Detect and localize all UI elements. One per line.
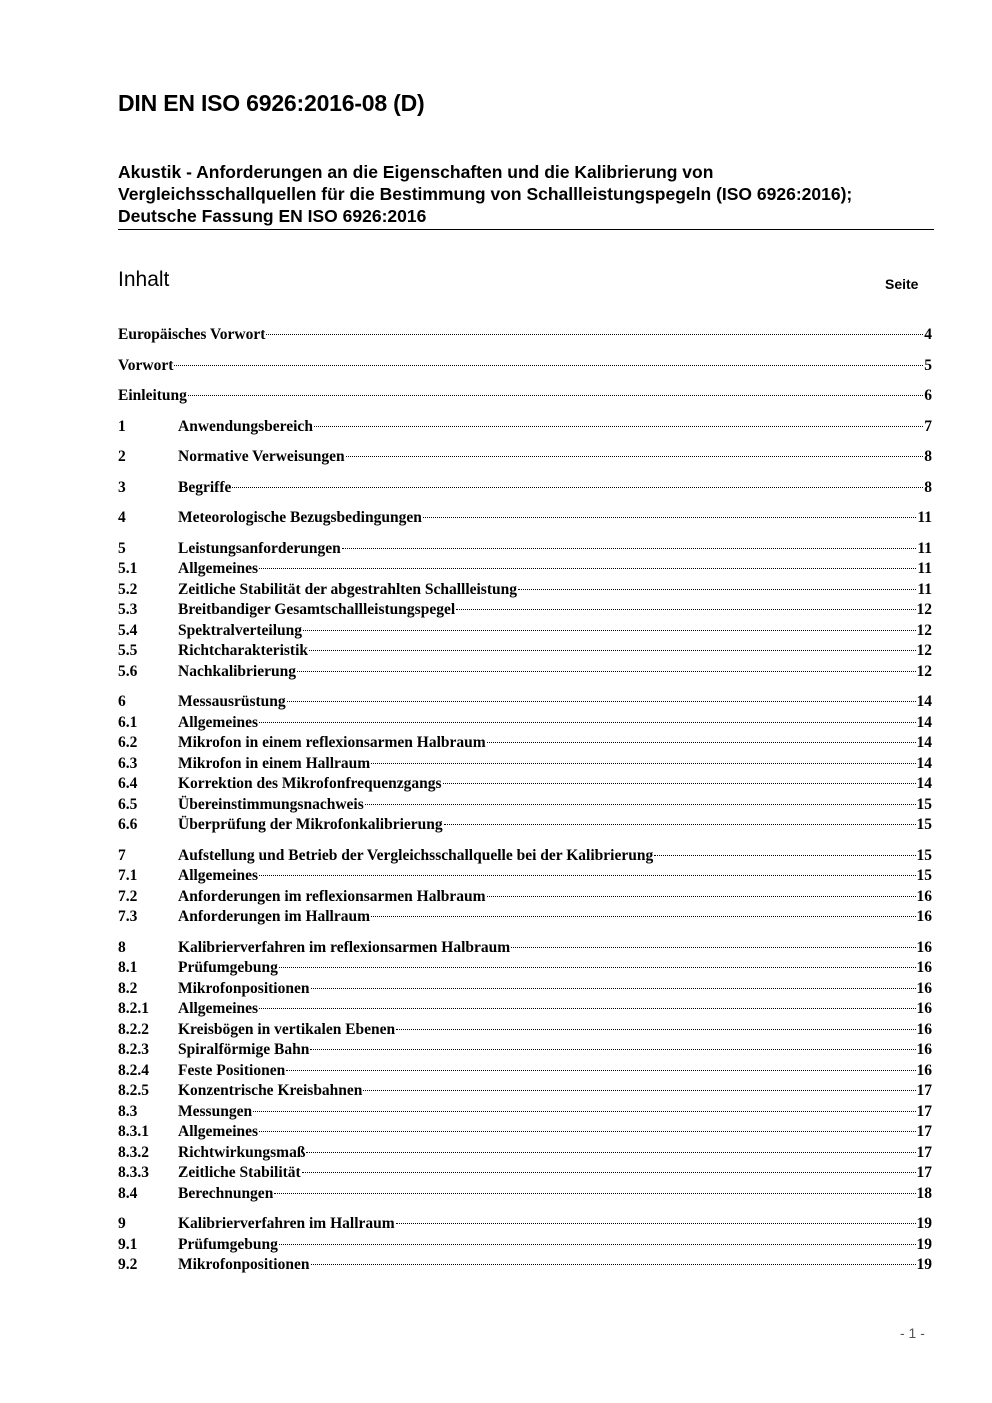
toc-entry-number: 7.2 (118, 887, 138, 905)
document-title: DIN EN ISO 6926:2016-08 (D) (118, 90, 425, 116)
toc-leader-dots (346, 456, 924, 457)
toc-entry-number: 8 (118, 938, 126, 956)
toc-entry-number: 8.3.3 (118, 1164, 149, 1181)
toc-entry[interactable] (118, 1020, 932, 1041)
toc-leader-dots (259, 1131, 915, 1132)
toc-entry-page: 12 (916, 662, 932, 680)
toc-entry[interactable] (118, 713, 932, 734)
toc-leader-dots (456, 609, 915, 610)
toc-leader-dots (287, 701, 916, 702)
toc-leader-dots (306, 1152, 915, 1153)
toc-entry[interactable] (118, 979, 932, 1000)
toc-entry-page: 11 (917, 509, 932, 526)
toc-entry-title: Allgemeines (178, 1123, 259, 1140)
toc-entry-number: 6 (118, 693, 126, 710)
toc-entry-title: Nachkalibrierung (178, 662, 296, 680)
toc-entry-number: 9 (118, 1215, 126, 1232)
toc-entry-title: Kalibrierverfahren im Hallraum (178, 1215, 395, 1232)
toc-leader-dots (188, 395, 923, 396)
toc-entry-page: 16 (916, 1000, 932, 1017)
toc-entry-number: 8.2.3 (118, 1041, 149, 1058)
toc-entry-title: Korrektion des Mikrofonfrequenzgangs (178, 775, 442, 792)
toc-entry-number: 5.5 (118, 642, 138, 659)
toc-leader-dots (487, 896, 916, 897)
toc-entry-page: 14 (916, 693, 932, 710)
toc-entry-number: 8.4 (118, 1184, 138, 1202)
toc-entry-title: Mikrofon in einem reflexionsarmen Halbraum (178, 734, 486, 751)
toc-entry-number: 8.2.4 (118, 1061, 149, 1079)
toc-entry-title: Leistungsanforderungen (178, 539, 341, 557)
toc-entry-title: Allgemeines (178, 713, 259, 731)
toc-leader-dots (286, 1070, 915, 1071)
toc-entry-number: 7.1 (118, 867, 138, 884)
toc-entry-page: 15 (916, 795, 932, 813)
toc-entry-title: Einleitung (118, 387, 187, 404)
toc-entry-page: 16 (916, 938, 932, 956)
toc-entry-page: 18 (916, 1184, 932, 1202)
toc-entry-page: 6 (924, 387, 932, 404)
toc-entry-page: 7 (924, 417, 932, 435)
toc-entry-number: 5.6 (118, 662, 138, 680)
toc-leader-dots (259, 1008, 915, 1009)
document-subtitle: Akustik - Anforderungen an die Eigenschaften und die Kalibrierung von Vergleichsschallquellen für die Bestimmung von Schallleistungspegeln (ISO 6926:2016); Deutsche Fassung EN ISO 6926:2016 (118, 162, 853, 226)
toc-entry[interactable] (118, 1163, 932, 1184)
toc-entry-title: Allgemeines (178, 560, 259, 577)
toc-entry-number: 6.2 (118, 734, 138, 751)
toc-leader-dots (253, 1111, 915, 1112)
table-of-contents (118, 325, 932, 1276)
toc-entry-page: 8 (924, 448, 932, 465)
toc-entry-number: 6.4 (118, 775, 138, 792)
toc-entry-number: 3 (118, 478, 126, 496)
toc-entry[interactable] (118, 907, 932, 928)
toc-entry-page: 16 (916, 1041, 932, 1058)
toc-leader-dots (174, 365, 923, 366)
toc-entry-number: 5.3 (118, 601, 138, 618)
toc-entry-page: 19 (916, 1215, 932, 1232)
toc-leader-dots (511, 947, 915, 948)
toc-entry-number: 5.1 (118, 560, 138, 577)
toc-entry-number: 5.2 (118, 580, 138, 598)
toc-entry-page: 17 (916, 1102, 932, 1120)
toc-entry-number: 8.2.1 (118, 1000, 149, 1017)
toc-leader-dots (311, 988, 916, 989)
toc-entry-page: 14 (916, 713, 932, 731)
toc-entry[interactable] (118, 325, 932, 346)
toc-entry-title: Zeitliche Stabilität der abgestrahlten Schallleistung (178, 580, 517, 598)
toc-page-column-label: Seite (885, 276, 919, 292)
toc-entry[interactable] (118, 1214, 932, 1235)
toc-entry[interactable] (118, 692, 932, 713)
toc-entry-page: 16 (916, 959, 932, 976)
toc-entry-number: 8.2.5 (118, 1082, 149, 1099)
toc-entry-page: 16 (916, 979, 932, 997)
toc-leader-dots (371, 916, 915, 917)
toc-entry-title: Anforderungen im reflexionsarmen Halbraum (178, 887, 486, 905)
toc-entry-page: 12 (916, 642, 932, 659)
toc-entry-number: 8.2 (118, 979, 138, 997)
toc-entry[interactable] (118, 774, 932, 795)
toc-entry[interactable] (118, 580, 932, 601)
toc-entry-number: 5 (118, 539, 126, 557)
toc-entry-title: Mikrofon in einem Hallraum (178, 754, 371, 772)
toc-entry-page: 11 (917, 539, 932, 557)
toc-entry-number: 6.3 (118, 754, 138, 772)
toc-entry[interactable] (118, 386, 932, 407)
toc-entry-title: Normative Verweisungen (178, 448, 345, 465)
toc-entry[interactable] (118, 958, 932, 979)
toc-entry[interactable] (118, 356, 932, 377)
toc-leader-dots (423, 517, 917, 518)
title-divider (118, 229, 934, 230)
toc-entry[interactable] (118, 1255, 932, 1276)
toc-entry[interactable] (118, 559, 932, 580)
toc-leader-dots (311, 1264, 916, 1265)
toc-entry[interactable] (118, 417, 932, 438)
toc-entry-number: 1 (118, 417, 126, 435)
page-number: - 1 - (900, 1325, 925, 1341)
toc-entry-title: Spektralverteilung (178, 621, 302, 639)
toc-entry[interactable] (118, 1102, 932, 1123)
toc-entry-number: 7.3 (118, 908, 138, 925)
toc-leader-dots (279, 967, 916, 968)
toc-leader-dots (443, 783, 916, 784)
toc-entry-number: 7 (118, 846, 126, 864)
toc-entry-number: 8.3.1 (118, 1123, 149, 1140)
toc-entry-page: 19 (916, 1235, 932, 1253)
toc-entry-title: Richtcharakteristik (178, 642, 309, 659)
toc-entry[interactable] (118, 1040, 932, 1061)
toc-entry-title: Aufstellung und Betrieb der Vergleichsschallquelle bei der Kalibrierung (178, 846, 654, 864)
toc-entry[interactable] (118, 866, 932, 887)
toc-entry-page: 16 (916, 1061, 932, 1079)
toc-entry-page: 11 (917, 580, 932, 598)
toc-leader-dots (396, 1029, 915, 1030)
toc-entry[interactable] (118, 1184, 932, 1205)
toc-entry-number: 6.6 (118, 816, 138, 833)
toc-entry-number: 9.1 (118, 1235, 138, 1253)
toc-entry-title: Zeitliche Stabilität (178, 1164, 301, 1181)
toc-entry-title: Breitbandiger Gesamtschallleistungspegel (178, 601, 456, 618)
toc-entry-number: 5.4 (118, 621, 138, 639)
toc-entry[interactable] (118, 447, 932, 468)
toc-entry-page: 12 (916, 601, 932, 618)
toc-entry[interactable] (118, 1081, 932, 1102)
toc-entry-title: Begriffe (178, 478, 232, 496)
toc-entry[interactable] (118, 662, 932, 683)
toc-entry-number: 8.3.2 (118, 1143, 149, 1161)
toc-entry-title: Spiralförmige Bahn (178, 1041, 310, 1058)
toc-entry-page: 15 (916, 846, 932, 864)
toc-leader-dots (310, 1049, 915, 1050)
toc-entry[interactable] (118, 1143, 932, 1164)
toc-entry[interactable] (118, 508, 932, 529)
toc-entry[interactable] (118, 1235, 932, 1256)
toc-entry-title: Europäisches Vorwort (118, 326, 266, 343)
toc-entry-title: Meteorologische Bezugsbedingungen (178, 509, 422, 526)
toc-leader-dots (232, 487, 923, 488)
toc-entry-number: 6.1 (118, 713, 138, 731)
toc-entry-title: Anforderungen im Hallraum (178, 908, 371, 925)
toc-entry-page: 14 (916, 734, 932, 751)
toc-leader-dots (309, 650, 915, 651)
toc-entry-title: Kreisbögen in vertikalen Ebenen (178, 1020, 396, 1038)
toc-entry-number: 4 (118, 509, 126, 526)
toc-entry-page: 17 (916, 1123, 932, 1140)
toc-entry-title: Allgemeines (178, 1000, 259, 1017)
toc-entry-title: Allgemeines (178, 867, 259, 884)
toc-entry-page: 8 (924, 478, 932, 496)
toc-leader-dots (654, 855, 915, 856)
toc-leader-dots (303, 630, 916, 631)
toc-entry-title: Feste Positionen (178, 1061, 286, 1079)
toc-entry-page: 14 (916, 754, 932, 772)
toc-entry-page: 14 (916, 775, 932, 792)
toc-entry[interactable] (118, 887, 932, 908)
toc-entry-title: Anwendungsbereich (178, 417, 313, 435)
toc-leader-dots (297, 671, 916, 672)
toc-entry-title: Messungen (178, 1102, 253, 1120)
toc-entry-title: Übereinstimmungsnachweis (178, 795, 364, 813)
toc-entry-number: 8.3 (118, 1102, 138, 1120)
toc-leader-dots (279, 1244, 916, 1245)
toc-entry[interactable] (118, 621, 932, 642)
toc-leader-dots (259, 875, 915, 876)
toc-entry[interactable] (118, 815, 932, 836)
toc-entry[interactable] (118, 733, 932, 754)
toc-entry-page: 17 (916, 1082, 932, 1099)
toc-entry-title: Überprüfung der Mikrofonkalibrierung (178, 816, 443, 833)
toc-entry-number: 8.1 (118, 959, 138, 976)
toc-entry[interactable] (118, 999, 932, 1020)
toc-entry-title: Kalibrierverfahren im reflexionsarmen Halbraum (178, 938, 511, 956)
toc-entry-number: 8.2.2 (118, 1020, 149, 1038)
toc-entry-page: 16 (916, 1020, 932, 1038)
toc-leader-dots (259, 568, 916, 569)
toc-entry-number: 9.2 (118, 1256, 138, 1273)
toc-entry[interactable] (118, 795, 932, 816)
toc-leader-dots (487, 742, 916, 743)
toc-entry-page: 4 (924, 326, 932, 343)
toc-entry-page: 15 (916, 867, 932, 884)
toc-leader-dots (259, 722, 915, 723)
toc-leader-dots (365, 804, 916, 805)
toc-entry[interactable] (118, 938, 932, 959)
toc-entry-title: Prüfumgebung (178, 1235, 278, 1253)
toc-leader-dots (518, 589, 916, 590)
toc-entry[interactable] (118, 754, 932, 775)
toc-leader-dots (396, 1223, 916, 1224)
toc-entry-number: 6.5 (118, 795, 138, 813)
toc-entry-page: 5 (924, 356, 932, 374)
toc-entry-number: 2 (118, 448, 126, 465)
toc-entry[interactable] (118, 846, 932, 867)
toc-leader-dots (314, 426, 923, 427)
toc-entry[interactable] (118, 1061, 932, 1082)
toc-leader-dots (444, 824, 916, 825)
toc-entry-page: 17 (916, 1164, 932, 1181)
toc-leader-dots (342, 548, 917, 549)
toc-entry[interactable] (118, 478, 932, 499)
toc-leader-dots (266, 334, 923, 335)
toc-leader-dots (363, 1090, 915, 1091)
toc-entry-title: Mikrofonpositionen (178, 979, 310, 997)
toc-entry[interactable] (118, 641, 932, 662)
toc-entry-page: 12 (916, 621, 932, 639)
toc-entry[interactable] (118, 600, 932, 621)
toc-entry-page: 16 (916, 908, 932, 925)
toc-entry-page: 19 (916, 1256, 932, 1273)
toc-entry-page: 15 (916, 816, 932, 833)
toc-entry-title: Mikrofonpositionen (178, 1256, 310, 1273)
toc-entry-title: Konzentrische Kreisbahnen (178, 1082, 363, 1099)
toc-entry[interactable] (118, 539, 932, 560)
toc-entry-title: Prüfumgebung (178, 959, 278, 976)
toc-entry-title: Richtwirkungsmaß (178, 1143, 306, 1161)
toc-heading: Inhalt (118, 268, 170, 291)
toc-entry-title: Messausrüstung (178, 693, 286, 710)
toc-entry-page: 16 (916, 887, 932, 905)
toc-leader-dots (302, 1172, 916, 1173)
toc-entry-page: 11 (917, 560, 932, 577)
toc-entry[interactable] (118, 1122, 932, 1143)
toc-leader-dots (274, 1193, 915, 1194)
toc-entry-title: Berechnungen (178, 1184, 274, 1202)
toc-leader-dots (371, 763, 915, 764)
toc-entry-page: 17 (916, 1143, 932, 1161)
toc-entry-title: Vorwort (118, 356, 174, 374)
